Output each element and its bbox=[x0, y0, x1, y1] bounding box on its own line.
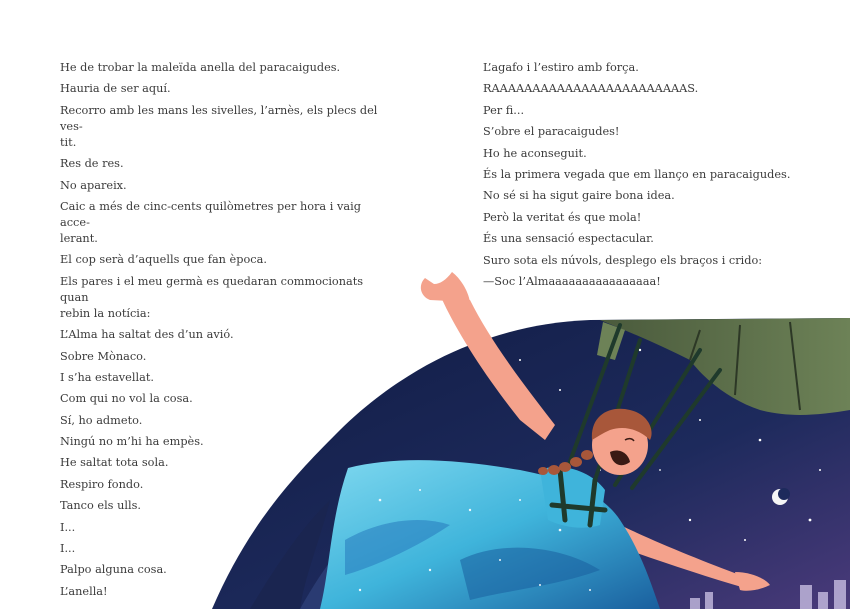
text-line: Recorro amb les mans les sivelles, l’arnès, els plecs del ves- tit. bbox=[60, 103, 378, 149]
text-line: Res de res. bbox=[60, 157, 124, 171]
text-line: I... bbox=[60, 542, 76, 556]
text-line: He de trobar la maleïda anella del paracaigudes. bbox=[60, 61, 341, 74]
text-line: I s’ha estavellat. bbox=[60, 370, 154, 384]
text-line: Els pares i el meu germà es quedaran commocionats quan rebin la notícia: bbox=[60, 274, 364, 320]
text-line: No sé si ha sigut gaire bona idea. bbox=[483, 189, 675, 203]
text-line: RAAAAAAAAAAAAAAAAAAAAAAAAS. bbox=[483, 82, 699, 96]
text-line: Respiro fondo. bbox=[60, 477, 144, 491]
text-line: Per fi... bbox=[483, 103, 525, 117]
text-line: Tanco els ulls. bbox=[60, 499, 141, 513]
text-line: És una sensació espectacular. bbox=[483, 232, 654, 246]
text-line: Ningú no m’hi ha empès. bbox=[60, 435, 204, 449]
text-line: Palpo alguna cosa. bbox=[60, 563, 167, 577]
text-line: No apareix. bbox=[60, 178, 127, 192]
text-line: Sí, ho admeto. bbox=[60, 413, 143, 427]
text-line: El cop serà d’aquells que fan època. bbox=[60, 253, 267, 267]
text-line: Caic a més de cinc-cents quilòmetres per hora i vaig acce- lerant. bbox=[60, 199, 361, 245]
text-line: Ho he aconseguit. bbox=[483, 146, 587, 160]
text-line: L’Alma ha saltat des d’un avió. bbox=[60, 328, 234, 342]
text-line: És la primera vegada que em llanço en paracaigudes. bbox=[483, 167, 791, 181]
raised-hand bbox=[421, 272, 470, 302]
text-line: Com qui no vol la cosa. bbox=[60, 392, 193, 406]
text-line: L’agafo i l’estiro amb força. bbox=[483, 61, 639, 74]
text-line: I... bbox=[60, 520, 76, 534]
right-text-column bbox=[483, 60, 813, 295]
text-line: —Soc l’Almaaaaaaaaaaaaaaaa! bbox=[483, 274, 661, 288]
text-line: He saltat tota sola. bbox=[60, 456, 169, 470]
text-line: S’obre el paracaigudes! bbox=[483, 125, 620, 139]
left-text-column bbox=[60, 60, 380, 605]
text-line: Suro sota els núvols, desplego els braços i crido: bbox=[483, 253, 763, 267]
text-line: Però la veritat és que mola! bbox=[483, 210, 642, 224]
text-line: Hauria de ser aquí. bbox=[60, 82, 171, 96]
text-line: Sobre Mònaco. bbox=[60, 349, 147, 363]
text-line: L’anella! bbox=[60, 584, 108, 598]
